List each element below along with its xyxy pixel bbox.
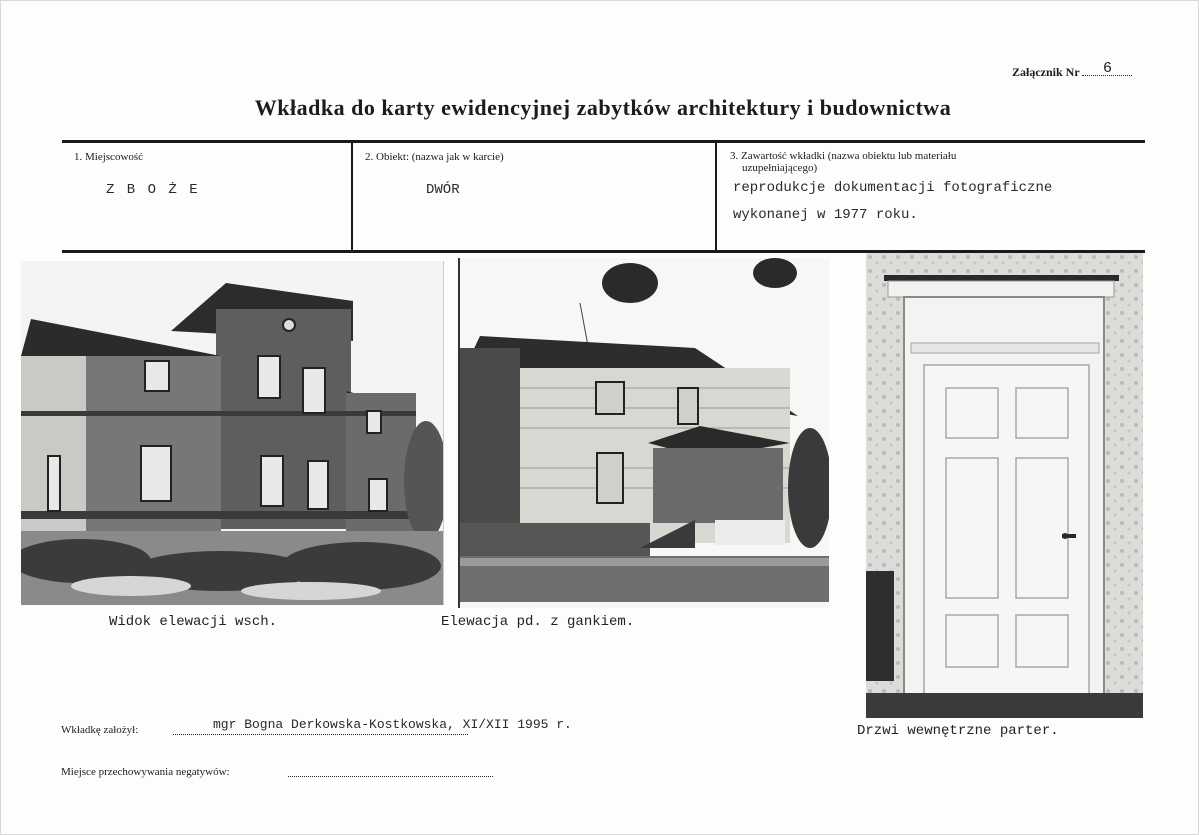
locality-label: 1. Miejscowość [74, 151, 144, 163]
contents-label-line2: uzupełniającego) [742, 162, 818, 174]
contents-value-line2: wykonanej w 1977 roku. [733, 207, 918, 223]
column-divider-1 [351, 142, 353, 251]
author-label: Wkładkę założył: [61, 724, 139, 736]
negatives-dotted-line [288, 776, 493, 777]
photo-interior-door [866, 253, 1143, 718]
manor-south-elevation-image [460, 258, 829, 608]
caption-east-elevation: Widok elewacji wsch. [109, 614, 278, 630]
annex-label: Załącznik Nr [1012, 65, 1080, 79]
author-dotted-line [173, 734, 468, 735]
photo-south-elevation [458, 258, 829, 608]
caption-south-elevation: Elewacja pd. z gankiem. [441, 614, 635, 630]
column-divider-2 [715, 142, 717, 251]
contents-value-line1: reprodukcje dokumentacji fotograficzne [733, 180, 1053, 196]
caption-interior-door: Drzwi wewnętrzne parter. [857, 723, 1059, 739]
table-top-rule [62, 140, 1145, 143]
object-value: DWÓR [426, 182, 460, 198]
object-label: 2. Obiekt: (nazwa jak w karcie) [365, 151, 504, 163]
author-value: mgr Bogna Derkowska-Kostkowska, XI/XII 1995 r. [213, 717, 572, 732]
manor-east-elevation-image [21, 261, 443, 605]
page-title: Wkładka do karty ewidencyjnej zabytków architektury i budownictwa [254, 95, 952, 120]
annex-number [1012, 60, 1132, 80]
negatives-label: Miejsce przechowywania negatywów: [61, 766, 230, 778]
photo-east-elevation [21, 261, 444, 605]
locality-value: Z B O Ż E [106, 182, 200, 198]
contents-label-line1: 3. Zawartość wkładki (nazwa obiektu lub materiału [730, 150, 957, 162]
interior-door-image [866, 253, 1143, 718]
annex-number-value: 6 [1082, 63, 1132, 76]
